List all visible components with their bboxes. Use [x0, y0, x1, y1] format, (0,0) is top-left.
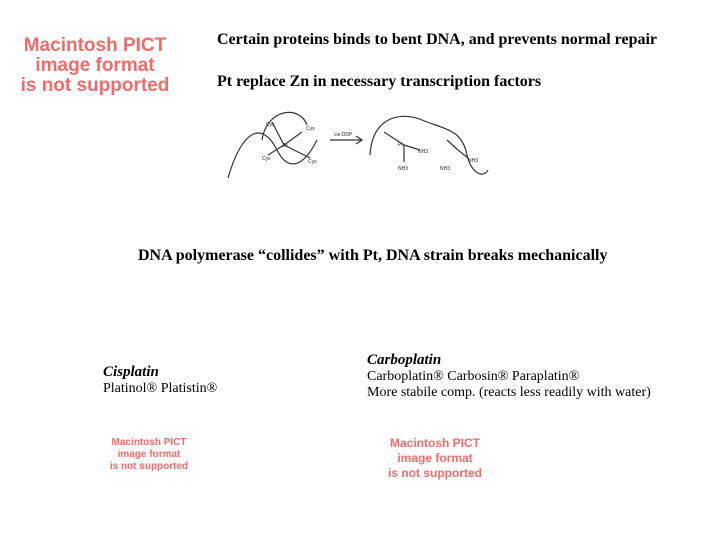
placeholder-line: Macintosh PICT [389, 436, 480, 450]
cisplatin-block [103, 364, 217, 397]
carboplatin-block [367, 352, 651, 401]
cys-label: Cys [306, 126, 315, 132]
reagent-label: cis-DDP [334, 132, 353, 138]
drug-brands-carboplatin: Carboplatin® Carbosin® Paraplatin® [367, 369, 580, 384]
cys-label: Cys [266, 122, 275, 128]
placeholder-line: is not supported [109, 461, 189, 472]
nh3-label: NH3 [440, 166, 451, 172]
cys-label: Cys [308, 159, 317, 165]
zinc-finger-diagram [222, 100, 492, 190]
zn-label: Zn [282, 143, 288, 149]
pt-label: Pt [398, 142, 403, 148]
drug-note-carboplatin: More stabile comp. (reacts less readily with water) [367, 385, 651, 400]
drug-name-cisplatin: Cisplatin [103, 364, 159, 380]
placeholder-line: is not supported [388, 466, 482, 480]
nh3-label: NH3 [398, 166, 409, 172]
placeholder-line: image format [117, 449, 181, 460]
statement-pt-replace-zn: Pt replace Zn in necessary transcription factors [217, 73, 542, 90]
placeholder-line: Macintosh PICT [23, 35, 167, 56]
cys-label: Cys [262, 156, 271, 162]
placeholder-line: image format [35, 55, 155, 76]
placeholder-line: Macintosh PICT [111, 437, 187, 448]
nh3-label: NH3 [468, 158, 479, 164]
placeholder-line: image format [397, 451, 473, 465]
unsupported-image-placeholder [14, 36, 176, 96]
drug-brands-cisplatin: Platinol® Platistin® [103, 381, 218, 396]
statement-protein-binding: Certain proteins binds to bent DNA, and prevents normal repair [217, 31, 658, 48]
drug-name-carboplatin: Carboplatin [367, 352, 442, 368]
statement-polymerase: DNA polymerase “collides” with Pt, DNA strain breaks mechanically [138, 247, 608, 264]
placeholder-line: is not supported [20, 75, 170, 96]
unsupported-image-placeholder [380, 436, 490, 481]
unsupported-image-placeholder [104, 437, 194, 473]
nh3-label: NH3 [418, 149, 429, 155]
